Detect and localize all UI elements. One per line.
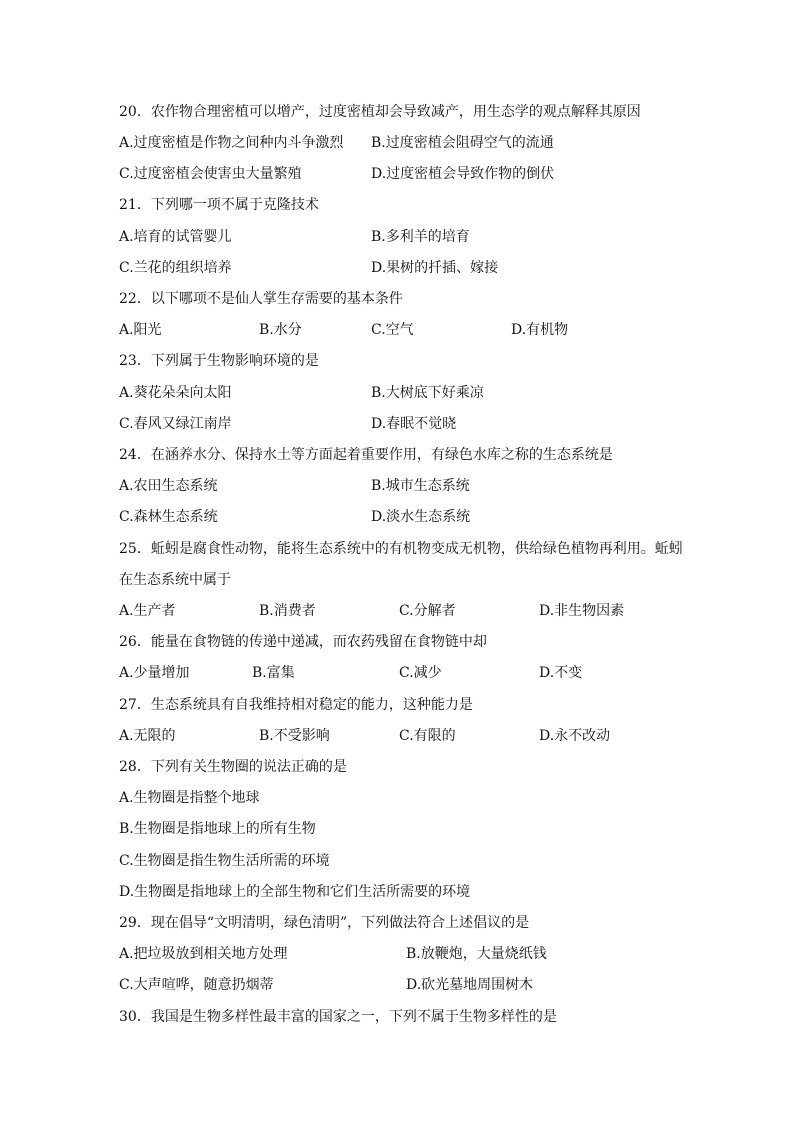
question-24-option-b: B.城市生态系统 xyxy=(371,478,470,494)
question-26-option-c: C.减少 xyxy=(399,665,442,681)
question-24-option-d: D.淡水生态系统 xyxy=(371,509,471,525)
question-22-option-a: A.阳光 xyxy=(119,322,162,338)
question-28-option-d: D.生物圈是指地球上的全部生物和它们生活所需要的环境 xyxy=(119,884,471,900)
question-20-option-a: A.过度密植是作物之间种内斗争激烈 xyxy=(119,135,344,151)
question-26-stem: 26．能量在食物链的传递中递减，而农药残留在食物链中却 xyxy=(119,634,487,650)
question-29-option-b: B.放鞭炮，大量烧纸钱 xyxy=(406,946,547,962)
question-29-stem: 29．现在倡导“文明清明，绿色清明”，下列做法符合上述倡议的是 xyxy=(119,915,530,931)
question-21-option-c: C.兰花的组织培养 xyxy=(119,260,232,276)
question-22-option-c: C.空气 xyxy=(371,322,414,338)
question-25-option-d: D.非生物因素 xyxy=(539,603,625,619)
question-22-option-b: B.水分 xyxy=(259,322,302,338)
question-25-option-b: B.消费者 xyxy=(259,603,316,619)
question-21-stem: 21．下列哪一项不属于克隆技术 xyxy=(119,197,319,213)
question-29-option-d: D.砍光墓地周围树木 xyxy=(406,977,534,993)
question-29-option-c: C.大声喧哗，随意扔烟蒂 xyxy=(119,977,274,993)
question-21-option-a: A.培育的试管婴儿 xyxy=(119,229,232,245)
question-24-option-a: A.农田生态系统 xyxy=(119,478,218,494)
question-28-option-c: C.生物圈是指生物生活所需的环境 xyxy=(119,853,330,869)
question-20-option-d: D.过度密植会导致作物的倒伏 xyxy=(371,166,555,182)
question-24-option-c: C.森林生态系统 xyxy=(119,509,218,525)
question-27-option-c: C.有限的 xyxy=(399,728,456,744)
question-28-stem: 28．下列有关生物圈的说法正确的是 xyxy=(119,759,347,775)
question-24-stem: 24．在涵养水分、保持水土等方面起着重要作用，有绿色水库之称的生态系统是 xyxy=(119,447,613,463)
question-27-option-d: D.永不改动 xyxy=(539,728,611,744)
question-21-option-d: D.果树的扦插、嫁接 xyxy=(371,260,499,276)
question-25-option-a: A.生产者 xyxy=(119,603,176,619)
question-25-option-c: C.分解者 xyxy=(399,603,456,619)
question-30-stem: 30．我国是生物多样性最丰富的国家之一，下列不属于生物多样性的是 xyxy=(119,1009,557,1025)
question-21-option-b: B.多利羊的培育 xyxy=(371,229,470,245)
question-25-stem: 25．蚯蚓是腐食性动物，能将生态系统中的有机物变成无机物，供给绿色植物再利用。蚯蚓 xyxy=(119,541,683,557)
question-23-option-d: D.春眠不觉晓 xyxy=(371,416,457,432)
question-20-option-b: B.过度密植会阻碍空气的流通 xyxy=(371,135,554,151)
question-20-option-c: C.过度密植会使害虫大量繁殖 xyxy=(119,166,302,182)
question-23-option-b: B.大树底下好乘凉 xyxy=(371,385,484,401)
question-26-option-b: B.富集 xyxy=(252,665,295,681)
question-26-option-a: A.少量增加 xyxy=(119,665,190,681)
question-28-option-b: B.生物圈是指地球上的所有生物 xyxy=(119,821,316,837)
question-23-option-a: A.葵花朵朵向太阳 xyxy=(119,385,232,401)
question-20-stem: 20．农作物合理密植可以增产，过度密植却会导致减产，用生态学的观点解释其原因 xyxy=(119,104,641,120)
question-29-option-a: A.把垃圾放到相关地方处理 xyxy=(119,946,288,962)
question-23-stem: 23．下列属于生物影响环境的是 xyxy=(119,353,319,369)
question-25-stem-continued: 在生态系统中属于 xyxy=(119,572,231,588)
question-27-stem: 27．生态系统具有自我维持相对稳定的能力，这种能力是 xyxy=(119,697,473,713)
question-22-option-d: D.有机物 xyxy=(511,322,569,338)
question-27-option-b: B.不受影响 xyxy=(259,728,330,744)
question-28-option-a: A.生物圈是指整个地球 xyxy=(119,790,260,806)
question-23-option-c: C.春风又绿江南岸 xyxy=(119,416,232,432)
question-22-stem: 22．以下哪项不是仙人掌生存需要的基本条件 xyxy=(119,291,403,307)
question-26-option-d: D.不变 xyxy=(539,665,583,681)
question-27-option-a: A.无限的 xyxy=(119,728,176,744)
